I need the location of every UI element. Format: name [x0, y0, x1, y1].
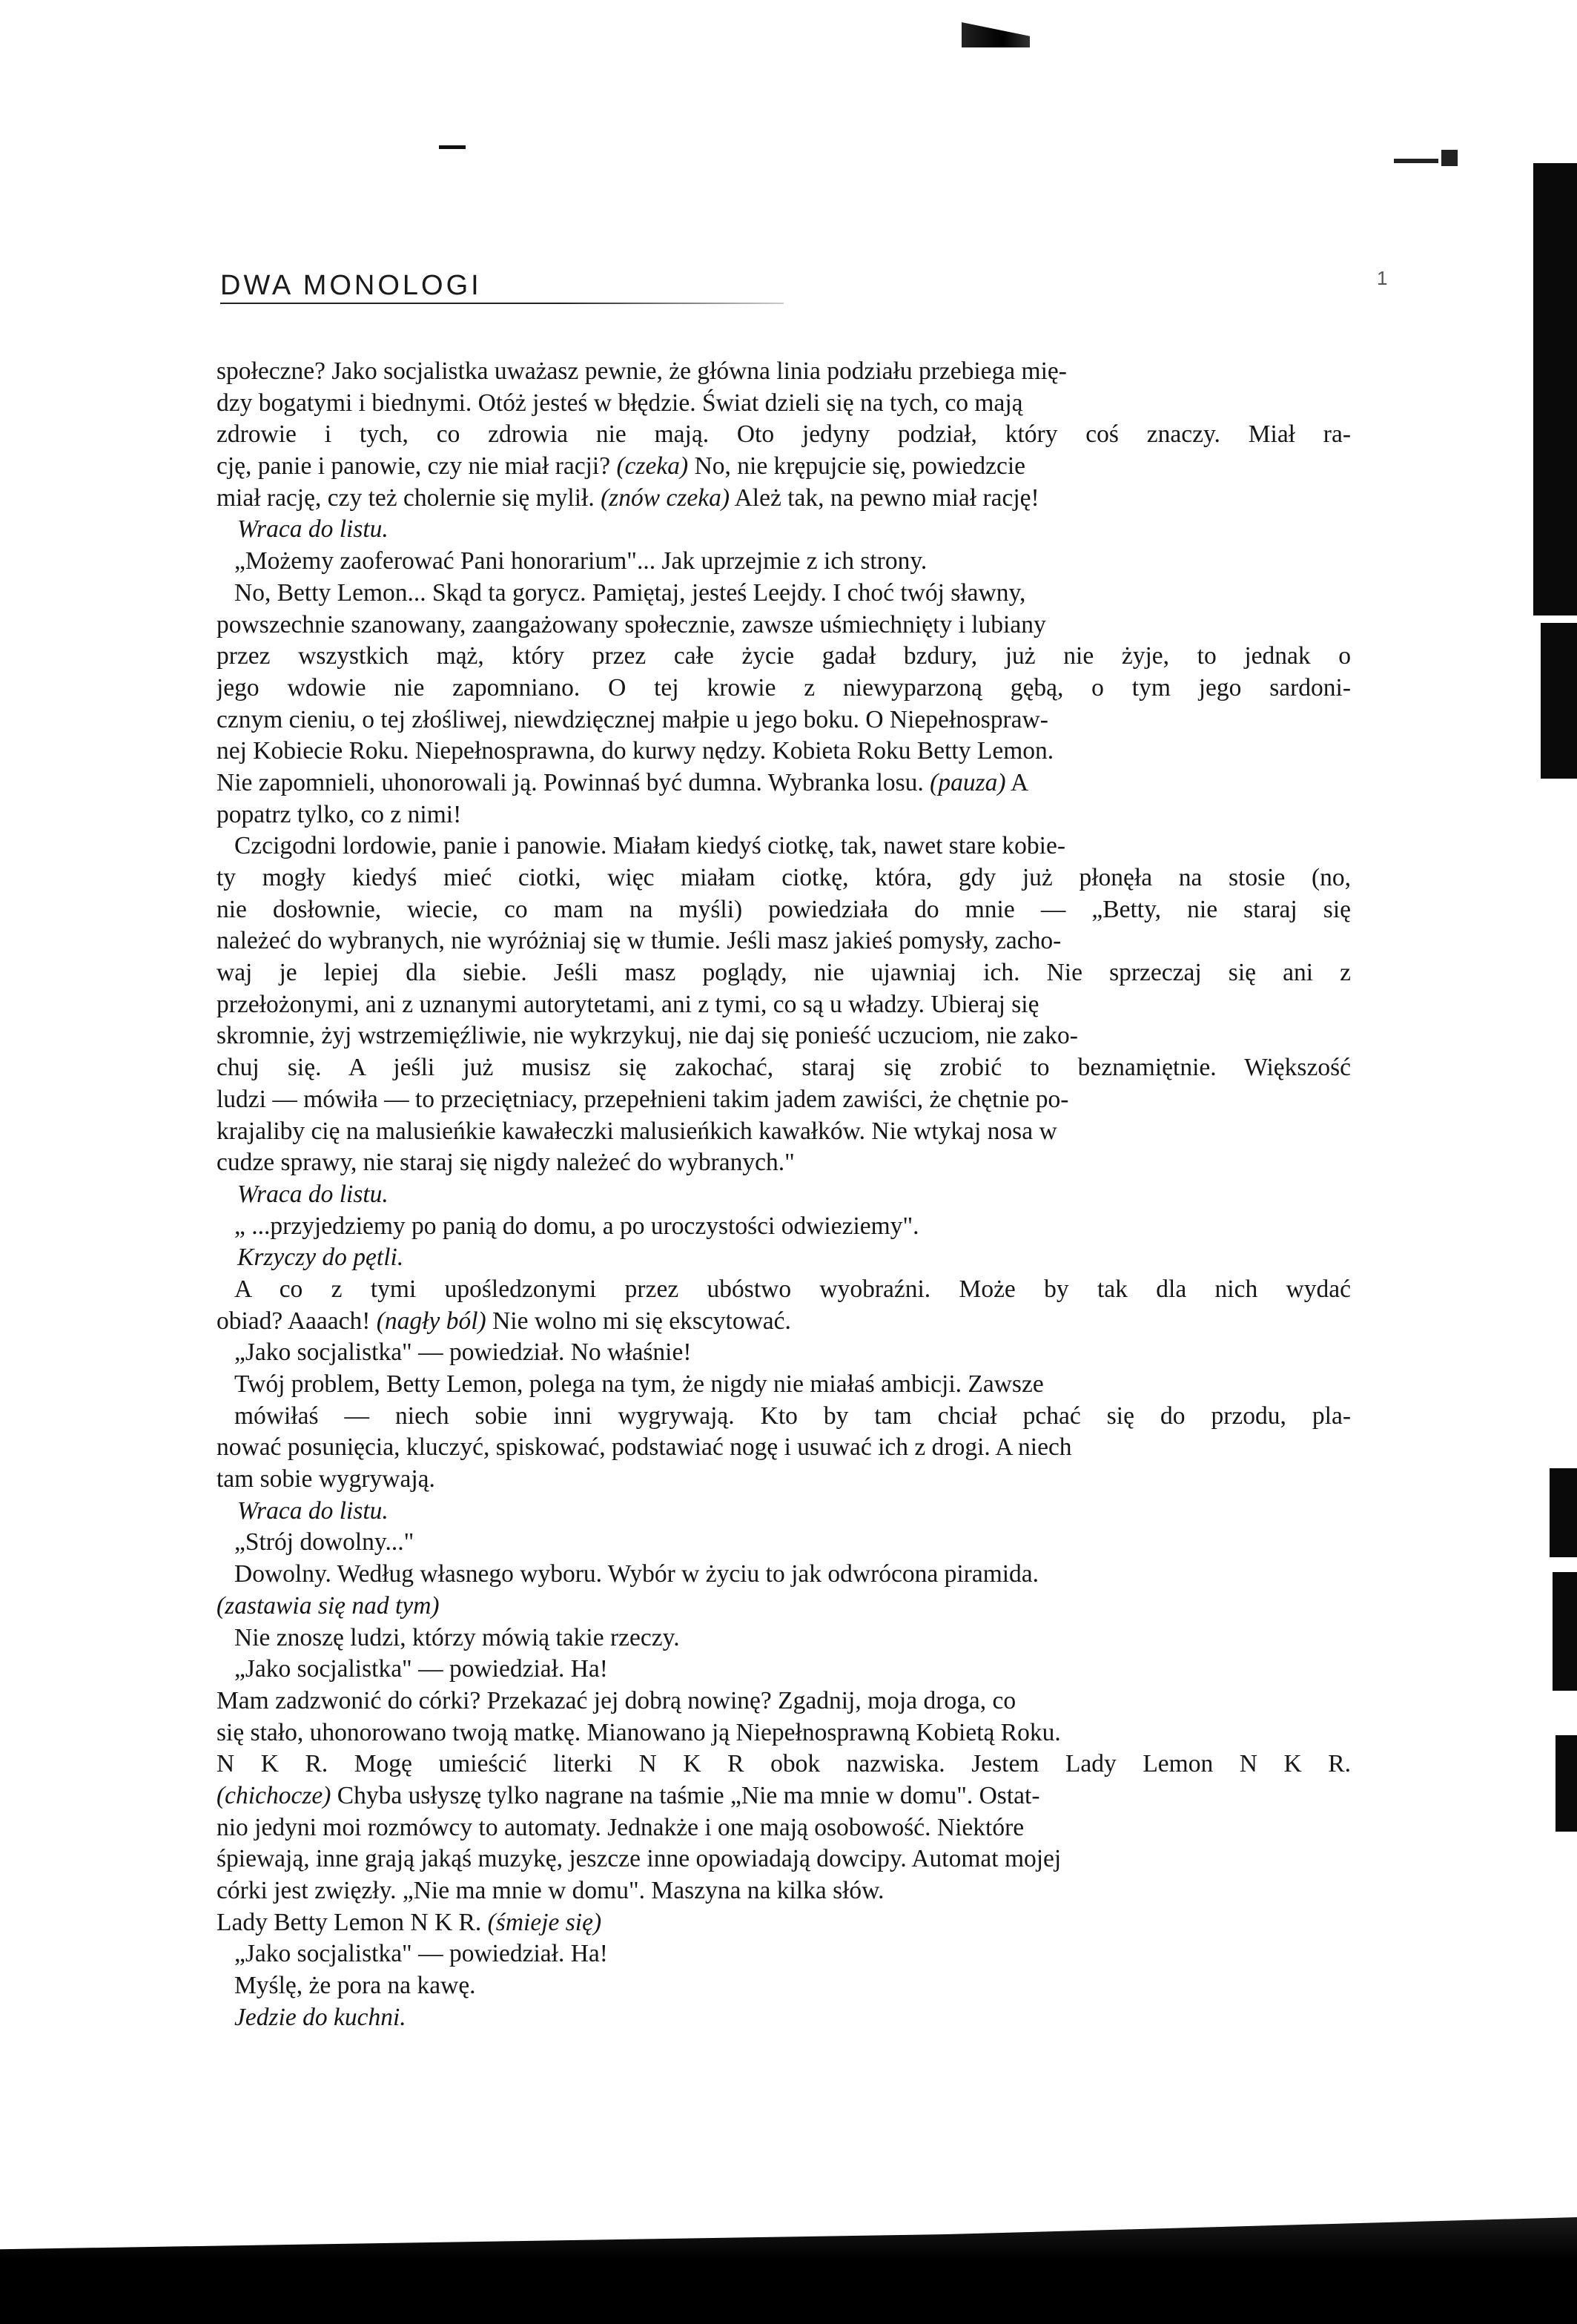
text-line — [216, 1717, 1351, 1749]
text-run: No, nie krępujcie się, powiedzcie — [688, 452, 1026, 481]
text-line — [216, 1843, 1351, 1875]
text-line — [216, 1306, 1351, 1338]
scan-artifact-top — [962, 22, 1030, 47]
text-line — [216, 1020, 1351, 1052]
text-line — [216, 1907, 1351, 1939]
text-line — [216, 1369, 1351, 1401]
text-line — [216, 388, 1351, 420]
text-run: „Jako socjalistka" — powiedział. No właśnie! — [234, 1338, 692, 1367]
text-run: przez wszystkich mąż, który przez całe życie gadał bzdury, już nie żyje, to jednak o — [216, 642, 1351, 670]
text-run: miał rację, czy też cholernie się mylił. — [216, 483, 601, 512]
text-run: tam sobie wygrywają. — [216, 1465, 435, 1493]
stage-direction: Jedzie do kuchni. — [234, 2003, 406, 2031]
text-line — [216, 704, 1351, 736]
page-header — [220, 264, 1406, 308]
text-line — [216, 2002, 1351, 2034]
running-head: DWA MONOLOGI — [220, 270, 482, 301]
text-run: „ ...przyjedziemy po panią do domu, a po uroczystości odwieziemy". — [234, 1212, 919, 1240]
text-line — [216, 514, 1351, 546]
text-line — [216, 1052, 1351, 1084]
text-run: cudze sprawy, nie staraj się nigdy należeć do wybranych." — [216, 1149, 795, 1177]
text-line — [216, 1432, 1351, 1464]
text-run: „Jako socjalistka" — powiedział. Ha! — [234, 1655, 608, 1683]
text-run: No, Betty Lemon... Skąd ta gorycz. Pamiętaj, jesteś Leejdy. I choć twój sławny, — [234, 578, 1026, 607]
text-run: powszechnie szanowany, zaangażowany społecznie, zawsze uśmiechnięty i lubiany — [216, 610, 1046, 638]
text-run: Mam zadzwonić do córki? Przekazać jej dobrą nowinę? Zgadnij, moja droga, co — [216, 1686, 1016, 1714]
scan-edge-band — [1533, 148, 1577, 2217]
text-run: społeczne? Jako socjalistka uważasz pewnie, że główna linia podziału przebiega mię- — [216, 357, 1067, 385]
text-line — [216, 1875, 1351, 1907]
text-run: Ależ tak, na pewno miał rację! — [730, 483, 1039, 512]
stage-direction: (nagły ból) — [376, 1307, 486, 1335]
text-line — [216, 1527, 1351, 1559]
text-run: dzy bogatymi i biednymi. Otóż jesteś w błędzie. Świat dzieli się na tych, co mają — [216, 389, 1023, 417]
scan-artifact-right — [1364, 145, 1483, 175]
text-run: „Możemy zaoferować Pani honorarium"... Jak uprzejmie z ich strony. — [234, 547, 928, 575]
text-line — [216, 1780, 1351, 1812]
text-run: mówiłaś — niech sobie inni wygrywają. Kto by tam chciał pchać się do przodu, pla- — [234, 1402, 1351, 1430]
text-line — [216, 1970, 1351, 2002]
text-line — [216, 1242, 1351, 1274]
text-line — [216, 1274, 1351, 1306]
text-run: „Jako socjalistka" — powiedział. Ha! — [234, 1940, 608, 1968]
text-line — [216, 767, 1351, 799]
stage-direction: (zastawia się nad tym) — [216, 1591, 440, 1620]
text-run: Nie wolno mi się ekscytować. — [486, 1307, 791, 1335]
text-run: Nie zapomnieli, uhonorowali ją. Powinnaś być dumna. Wybranka losu. — [216, 768, 930, 796]
text-line — [216, 419, 1351, 451]
text-line — [216, 1401, 1351, 1433]
stage-direction: Wraca do listu. — [237, 1496, 389, 1525]
text-run: należeć do wybranych, nie wyróżniaj się w tłumie. Jeśli masz jakieś pomysły, zacho- — [216, 927, 1062, 955]
text-line — [216, 641, 1351, 673]
text-line — [216, 1938, 1351, 1970]
scan-artifact-dash — [439, 145, 466, 149]
text-line — [216, 925, 1351, 957]
stage-direction: (czeka) — [616, 452, 689, 481]
text-line — [216, 483, 1351, 515]
text-line — [216, 1147, 1351, 1179]
text-run: obiad? Aaaach! — [216, 1307, 377, 1335]
text-run: przełożonymi, ani z uznanymi autorytetami, ani z tymi, co są u władzy. Ubieraj się — [216, 990, 1039, 1018]
text-line — [216, 862, 1351, 894]
text-line — [216, 1464, 1351, 1496]
text-line — [216, 736, 1351, 767]
text-run: zdrowie i tych, co zdrowia nie mają. Oto jedyny podział, który coś znaczy. Miał ra- — [216, 420, 1351, 449]
text-run: Dowolny. Według własnego wyboru. Wybór w życiu to jak odwrócona piramida. — [234, 1560, 1039, 1588]
text-line — [216, 1686, 1351, 1717]
text-run: nować posunięcia, kluczyć, spiskować, podstawiać nogę i usuwać ich z drogi. A niech — [216, 1433, 1072, 1462]
text-line — [216, 1654, 1351, 1686]
header-rule — [220, 303, 784, 304]
text-run: A — [1005, 768, 1029, 796]
text-run: cję, panie i panowie, czy nie miał racji? — [216, 452, 617, 481]
stage-direction: (pauza) — [930, 768, 1006, 796]
text-run: Myślę, że pora na kawę. — [234, 1972, 476, 2000]
text-run: N K R. Mogę umieścić literki N K R obok nazwiska. Jestem Lady Lemon N K R. — [216, 1750, 1351, 1778]
stage-direction: (śmieje się) — [487, 1908, 602, 1936]
text-line — [216, 356, 1351, 388]
text-line — [216, 1496, 1351, 1528]
text-run: nio jedyni moi rozmówcy to automaty. Jednakże i one mają osobowość. Niektóre — [216, 1813, 1025, 1841]
text-line — [216, 799, 1351, 831]
text-run: ty mogły kiedyś mieć ciotki, więc miałam ciotkę, która, gdy już płonęła na stosie (no, — [216, 864, 1351, 891]
text-run: A co z tymi upośledzonymi przez ubóstwo wyobraźni. Może by tak dla nich wydać — [234, 1275, 1351, 1303]
text-run: Czcigodni lordowie, panie i panowie. Miałam kiedyś ciotkę, tak, nawet stare kobie- — [234, 832, 1065, 860]
text-line — [216, 451, 1351, 483]
stage-direction: Wraca do listu. — [237, 515, 389, 544]
text-run: Nie znoszę ludzi, którzy mówią takie rzeczy. — [234, 1623, 680, 1651]
text-run: nie dosłownie, wiecie, co mam na myśli) powiedziała do mnie — „Betty, nie staraj się — [216, 895, 1351, 923]
text-run: nej Kobiecie Roku. Niepełnosprawna, do kurwy nędzy. Kobieta Roku Betty Lemon. — [216, 737, 1054, 765]
page-number: 1 — [1377, 267, 1388, 289]
text-run: ludzi — mówiła — to przeciętniacy, przepełnieni takim jadem zawiści, że chętnie po- — [216, 1085, 1069, 1113]
text-run: śpiewają, inne grają jakąś muzykę, jeszcze inne opowiadają dowcipy. Automat mojej — [216, 1845, 1062, 1873]
text-run: waj je lepiej dla siebie. Jeśli masz poglądy, nie ujawniaj ich. Nie sprzeczaj się ani z — [216, 959, 1351, 987]
text-line — [216, 1749, 1351, 1780]
stage-direction: Wraca do listu. — [237, 1180, 389, 1208]
text-run: „Strój dowolny..." — [234, 1528, 414, 1557]
text-line — [216, 1337, 1351, 1369]
text-run: cznym cieniu, o tej złośliwej, niewdzięcznej małpie u jego boku. O Niepełnospraw- — [216, 705, 1048, 733]
text-run: Twój problem, Betty Lemon, polega na tym, że nigdy nie miałaś ambicji. Zawsze — [234, 1370, 1044, 1398]
text-line — [216, 546, 1351, 578]
text-line — [216, 989, 1351, 1021]
text-line — [216, 578, 1351, 610]
text-run: skromnie, żyj wstrzemięźliwie, nie wykrzykuj, nie daj się ponieść uczuciom, nie zako- — [216, 1022, 1078, 1050]
scan-bottom-band — [0, 2217, 1577, 2324]
text-run: córki jest zwięzły. „Nie ma mnie w domu". Maszyna na kilka słów. — [216, 1877, 885, 1904]
stage-direction: (znów czeka) — [601, 483, 730, 512]
text-line — [216, 1812, 1351, 1844]
text-run: popatrz tylko, co z nimi! — [216, 800, 462, 828]
text-line — [216, 610, 1351, 641]
body-text — [216, 356, 1351, 2033]
text-line — [216, 1559, 1351, 1591]
text-line — [216, 673, 1351, 704]
text-line — [216, 894, 1351, 926]
text-run: jego wdowie nie zapomniano. O tej krowie z niewyparzoną gębą, o tym jego sardoni- — [216, 673, 1351, 702]
text-line — [216, 1622, 1351, 1654]
text-run: krajaliby cię na malusieńkie kawałeczki malusieńkich kawałków. Nie wtykaj nosa w — [216, 1117, 1057, 1145]
text-line — [216, 831, 1351, 862]
text-line — [216, 1211, 1351, 1243]
text-run: Chyba usłyszę tylko nagrane na taśmie „Nie ma mnie w domu". Ostat- — [331, 1781, 1040, 1809]
text-line — [216, 1116, 1351, 1148]
text-run: Lady Betty Lemon N K R. — [216, 1908, 488, 1936]
text-line — [216, 1591, 1351, 1622]
text-line — [216, 957, 1351, 989]
stage-direction: Krzyczy do pętli. — [237, 1244, 404, 1272]
text-run: się stało, uhonorowano twoją matkę. Mianowano ją Niepełnosprawną Kobietą Roku. — [216, 1718, 1061, 1746]
text-run: chuj się. A jeśli już musisz się zakochać, staraj się zrobić to beznamiętnie. Większość — [216, 1054, 1351, 1082]
stage-direction: (chichocze) — [216, 1781, 331, 1809]
text-line — [216, 1084, 1351, 1116]
text-line — [216, 1179, 1351, 1211]
